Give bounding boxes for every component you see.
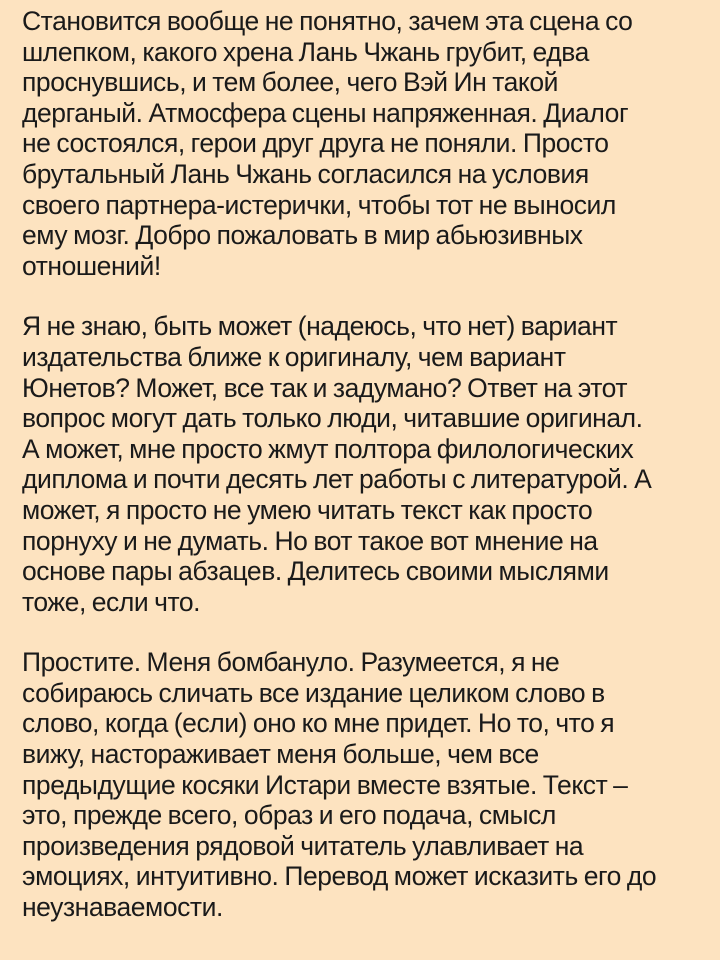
paragraph-3: Простите. Меня бомбануло. Разумеется, я не собираюсь сличать все издание целиком слово в слово, когда (если) оно ко мне придет. Но то, что я вижу, настораживает меня больше, чем все предыдущие косяки Истари вместе взятые. Текст – это, прежде всего, образ и его подача, смысл произведения рядовой читатель улавливает на эмоциях, интуитивно. Перевод может исказить его до неузнаваемости.	[22, 647, 657, 923]
paragraph-2: Я не знаю, быть может (надеюсь, что нет) вариант издательства ближе к оригиналу, чем вариант Юнетов? Может, все так и задумано? Ответ на этот вопрос могут дать только люди, читавшие оригинал. А может, мне просто жмут полтора филологических диплома и почти десять лет работы с литературой. А может, я просто не умею читать текст как просто порнуху и не думать. Но вот такое вот мнение на основе пары абзацев. Делитесь своими мыслями тоже, если что.	[22, 311, 652, 617]
paragraph-1: Становится вообще не понятно, зачем эта сцена со шлепком, какого хрена Лань Чжань грубит, едва проснувшись, и тем более, чего Вэй Ин такой дерганый. Атмосфера сцены напряженная. Диалог не состоялся, герои друг друга не поняли. Просто брутальный Лань Чжань согласился на условия своего партнера-истерички, чтобы тот не выносил ему мозг. Добро пожаловать в мир абьюзивных отношений!	[22, 6, 633, 281]
